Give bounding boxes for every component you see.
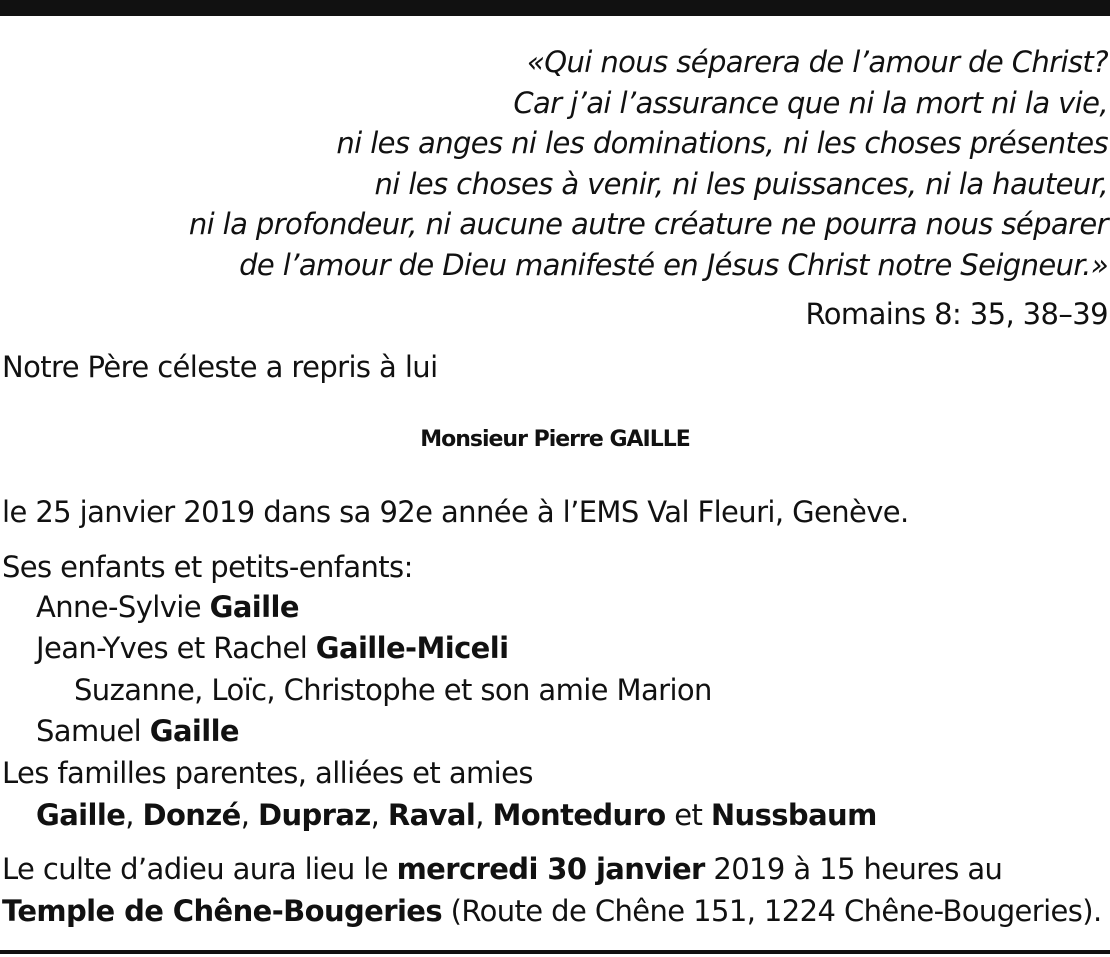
family-name: Dupraz <box>257 798 371 832</box>
service-details-line1 <box>2 849 1002 889</box>
service-text: 2019 à 15 heures au <box>704 852 1003 886</box>
service-date: mercredi 30 janvier <box>396 852 705 886</box>
separator: , <box>475 798 493 832</box>
service-place: Temple de Chêne-Bougeries <box>2 894 443 928</box>
family-member <box>36 711 239 751</box>
grandchildren: Suzanne, Loïc, Christophe et son amie Marion <box>74 673 712 707</box>
bible-verse <box>8 42 1108 285</box>
verse-line: ni les choses à venir, ni les puissances, ni la hauteur, <box>374 166 1108 201</box>
given-names: Jean-Yves et Rachel <box>36 631 316 665</box>
family-name: Raval <box>387 798 476 832</box>
family-name: Donzé <box>142 798 241 832</box>
relatives-heading: Les familles parentes, alliées et amies <box>2 756 533 790</box>
top-rule <box>0 0 1110 16</box>
family-name: Monteduro <box>492 798 666 832</box>
relative-families <box>36 795 877 835</box>
family-member <box>36 587 299 627</box>
service-details-line2 <box>2 891 1102 931</box>
bottom-rule <box>0 950 1110 954</box>
given-names: Anne-Sylvie <box>36 590 210 624</box>
family-member <box>36 628 508 668</box>
intro-text: Notre Père céleste a repris à lui <box>2 350 438 384</box>
surname: Gaille <box>209 590 299 624</box>
separator: , <box>125 798 143 832</box>
family-heading: Ses enfants et petits-enfants: <box>2 550 413 584</box>
verse-line: Car j’ai l’assurance que ni la mort ni la vie, <box>513 85 1108 120</box>
verse-line: ni les anges ni les dominations, ni les choses présentes <box>336 126 1108 160</box>
connector: et <box>665 798 711 832</box>
surname: Gaille <box>149 714 239 748</box>
service-text: Le culte d’adieu aura lieu le <box>2 852 397 886</box>
separator: , <box>370 798 388 832</box>
family-name: Gaille <box>36 798 126 832</box>
verse-line: ni la profondeur, ni aucune autre créature ne pourra nous séparer <box>188 207 1108 241</box>
service-address: (Route de Chêne 151, 1224 Chêne-Bougeries). <box>442 894 1102 928</box>
verse-line: de l’amour de Dieu manifesté en Jésus Christ notre Seigneur.» <box>239 247 1108 282</box>
verse-line: «Qui nous séparera de l’amour de Christ? <box>527 45 1108 79</box>
surname: Gaille-Miceli <box>315 631 509 665</box>
death-details: le 25 janvier 2019 dans sa 92e année à l’EMS Val Fleuri, Genève. <box>2 495 909 529</box>
separator: , <box>240 798 258 832</box>
deceased-name: Monsieur Pierre GAILLE <box>420 427 690 452</box>
verse-reference: Romains 8: 35, 38–39 <box>805 297 1108 331</box>
given-names: Samuel <box>36 714 150 748</box>
family-name: Nussbaum <box>710 798 877 832</box>
